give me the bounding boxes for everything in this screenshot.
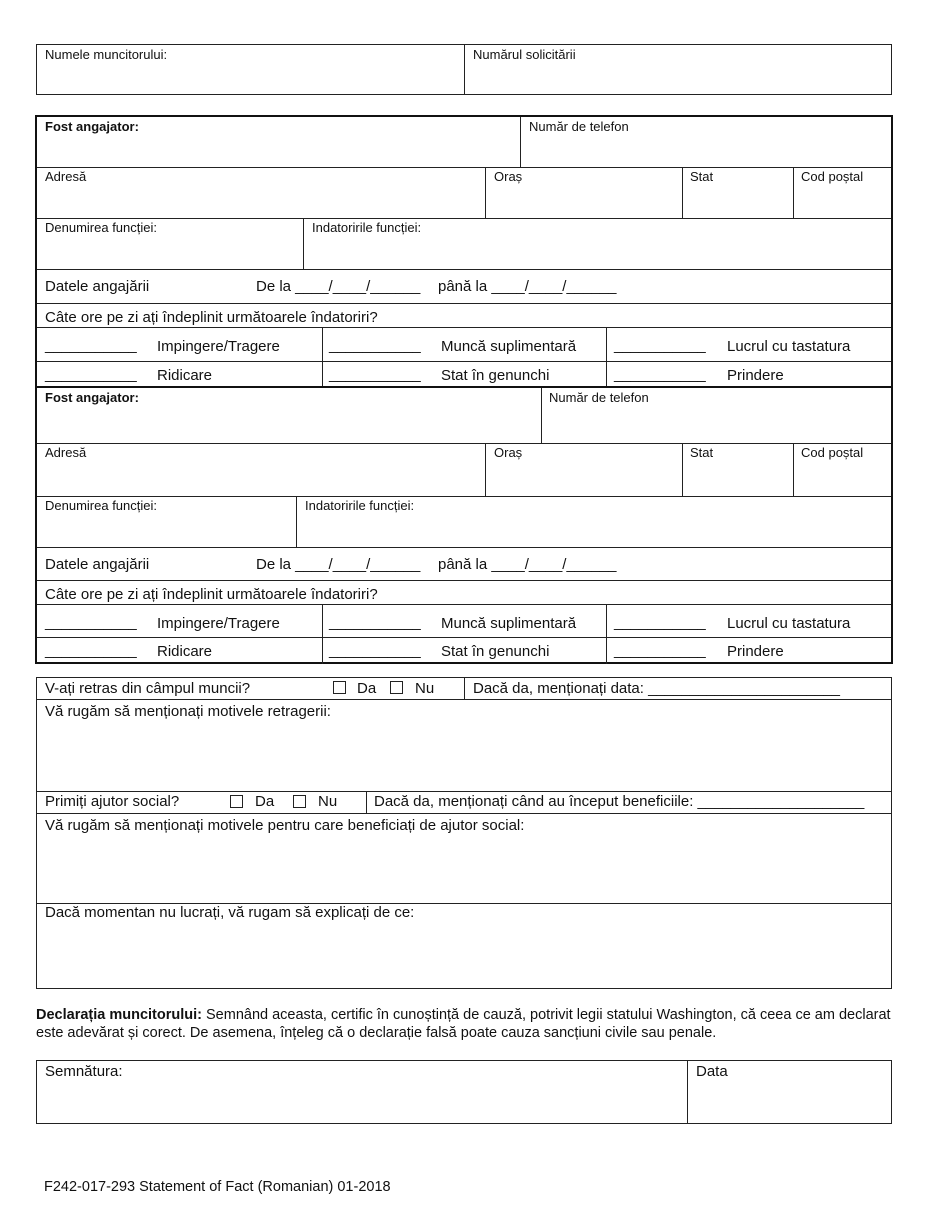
duty-blank: ___________ xyxy=(614,366,706,383)
duty-blank: ___________ xyxy=(45,642,137,659)
employment-dates-label: Datele angajării xyxy=(45,278,150,295)
job-title-label: Denumirea funcției: xyxy=(45,220,157,235)
duty-label: Impingere/Tragere xyxy=(157,338,280,355)
retirement-social-box xyxy=(36,677,892,989)
signature-date-label: Data xyxy=(696,1063,728,1080)
duty-blank: ___________ xyxy=(614,614,706,631)
not-working-field[interactable] xyxy=(38,926,890,988)
duty-label: Ridicare xyxy=(157,367,213,384)
declaration-title: Declarația muncitorului: xyxy=(36,1007,202,1023)
social-aid-question: Primiți ajutor social? xyxy=(45,793,180,810)
social-aid-yes-label: Da xyxy=(255,793,275,810)
social-aid-start-field[interactable]: Dacă da, menționați când au început beneficiile: ____________________ xyxy=(374,793,865,810)
retirement-reasons-label: Vă rugăm să menționați motivele retragerii: xyxy=(45,703,331,720)
date-from: De la ____/____/______ xyxy=(256,278,421,295)
duty-label: Ridicare xyxy=(157,643,213,660)
declaration-text: Semnând aceasta, certific în cunoștință de cauză, potrivit legii statului Washington, că ceea ce am declarat este adevărat și corect. De asemena, înțeleg că o declarație falsă poate cauza sancțiuni civile sau penale. xyxy=(36,1007,891,1041)
duty-label: Lucrul cu tastatura xyxy=(727,615,851,632)
employment-dates-label: Datele angajării xyxy=(45,556,150,573)
duty-label: Impingere/Tragere xyxy=(157,615,280,632)
city-label: Oraș xyxy=(494,445,523,460)
duty-label: Stat în genunchi xyxy=(441,643,550,660)
retired-date-field[interactable]: Dacă da, menționați data: _______________________ xyxy=(473,680,840,697)
retired-no-label: Nu xyxy=(415,680,435,697)
date-to: până la ____/____/______ xyxy=(438,278,617,295)
duty-label: Lucrul cu tastatura xyxy=(727,338,851,355)
city-label: Oraș xyxy=(494,169,523,184)
duty-blank: ___________ xyxy=(329,366,421,383)
retired-yes-label: Da xyxy=(357,680,377,697)
signature-box xyxy=(36,1060,892,1124)
phone-label: Număr de telefon xyxy=(529,119,629,134)
zip-label: Cod poștal xyxy=(801,445,864,460)
hours-question: Câte ore pe zi ați îndeplinit următoarele îndatoriri? xyxy=(45,309,378,326)
date-from: De la ____/____/______ xyxy=(256,556,421,573)
duty-label: Muncă suplimentară xyxy=(441,338,577,355)
signature-field[interactable] xyxy=(38,1083,686,1123)
worker-declaration xyxy=(36,1006,900,1042)
date-to: până la ____/____/______ xyxy=(438,556,617,573)
former-employer-label: Fost angajator: xyxy=(45,119,139,134)
not-working-label: Dacă momentan nu lucrați, vă rugam să explicați de ce: xyxy=(45,904,415,921)
duty-blank: ___________ xyxy=(45,614,137,631)
job-duties-label: Indatoririle funcției: xyxy=(312,220,422,235)
social-aid-yes-checkbox[interactable] xyxy=(230,795,243,808)
social-aid-reasons-field[interactable] xyxy=(38,838,890,902)
job-duties-label: Indatoririle funcției: xyxy=(305,498,415,513)
duty-blank: ___________ xyxy=(45,337,137,354)
claim-number-label: Numărul solicitării xyxy=(473,47,576,62)
hours-question: Câte ore pe zi ați îndeplinit următoarele îndatoriri? xyxy=(45,586,378,603)
worker-name-label: Numele muncitorului: xyxy=(45,47,168,62)
social-aid-no-checkbox[interactable] xyxy=(293,795,306,808)
duty-blank: ___________ xyxy=(45,366,137,383)
phone-label: Număr de telefon xyxy=(549,390,649,405)
duty-label: Muncă suplimentară xyxy=(441,615,577,632)
retired-question: V-ați retras din câmpul muncii? xyxy=(45,680,251,697)
retirement-reasons-field[interactable] xyxy=(38,724,890,790)
retired-no-checkbox[interactable] xyxy=(390,681,403,694)
state-label: Stat xyxy=(690,169,714,184)
employer-section-1 xyxy=(35,115,893,388)
job-title-label: Denumirea funcției: xyxy=(45,498,157,513)
address-label: Adresă xyxy=(45,445,87,460)
zip-label: Cod poștal xyxy=(801,169,864,184)
employer-section-2 xyxy=(35,386,893,664)
state-label: Stat xyxy=(690,445,714,460)
duty-blank: ___________ xyxy=(614,337,706,354)
former-employer-label: Fost angajator: xyxy=(45,390,139,405)
social-aid-reasons-label: Vă rugăm să menționați motivele pentru care beneficiați de ajutor social: xyxy=(45,817,525,834)
address-label: Adresă xyxy=(45,169,87,184)
social-aid-no-label: Nu xyxy=(318,793,338,810)
duty-blank: ___________ xyxy=(329,642,421,659)
duty-blank: ___________ xyxy=(329,337,421,354)
retired-yes-checkbox[interactable] xyxy=(333,681,346,694)
form-footer: F242-017-293 Statement of Fact (Romanian) 01-2018 xyxy=(44,1179,391,1195)
duty-label: Prindere xyxy=(727,643,784,660)
duty-label: Stat în genunchi xyxy=(441,367,550,384)
duty-label: Prindere xyxy=(727,367,784,384)
duty-blank: ___________ xyxy=(329,614,421,631)
signature-label: Semnătura: xyxy=(45,1063,123,1080)
worker-info-box xyxy=(36,44,892,95)
signature-date-field[interactable] xyxy=(689,1083,891,1123)
duty-blank: ___________ xyxy=(614,642,706,659)
